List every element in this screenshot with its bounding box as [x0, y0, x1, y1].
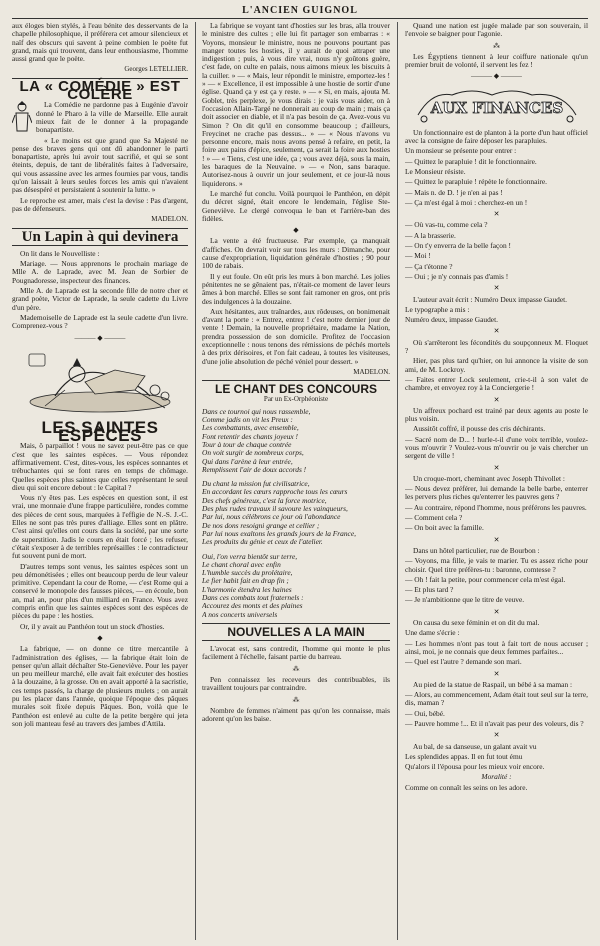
nouvelles-p3: Nombre de femmes n'aiment pas qu'on les connaisse, mais adorent qu'on les baise. [202, 705, 390, 724]
saintes-p3: D'autres temps sont venus, les saintes espèces sont un peu démonétisées ; elles ont beaucoup perdu de leur valeur primitive. Cependant la cour de Rome, — c'est Rome qui a conservé le monopole des fausses pièces, — en écoule, bon an, mal an, pour plus d'un milliard en France. Vous avez compris enfin que les saintes espèces sont des espèces de pièces du pape : les hosties. [12, 561, 188, 621]
col3-p36: Une dame s'écrie : [405, 628, 460, 638]
lapin-heading: Un Lapin à qui devinera [21, 228, 179, 245]
col3-p41: — Oui, bébé. [405, 708, 445, 718]
col3-p18: Numéro deux, impasse Gaudet. [405, 315, 498, 325]
separator-cross: ✕ [493, 284, 500, 293]
separator-cross: ✕ [493, 395, 500, 404]
col3-p30: Dans un hôtel particulier, rue de Bourbon : [413, 545, 540, 555]
col3-p19: Où s'arrêteront les fécondités du soupçonneux M. Floquet ? [405, 337, 588, 356]
intro-signature: Georges LETELLIER. [124, 65, 188, 74]
poem-line: Les combattants, avec ensemble, [202, 423, 299, 433]
col2-p2: Le marché fut conclu. Voilà pourquoi le Panthéon, en dépit du décret signé, était encore le lendemain, l'église Ste-Geneviève. Le clergé convoqua le ban et l'arrière-ban des fidèles. [202, 188, 390, 223]
decorative-title-text: AUX FINANCES [430, 98, 563, 117]
col3-p28: — Comment cela ? [405, 513, 463, 523]
poem-line: Par lui nous exaltons les grands jours de la France, [202, 528, 356, 538]
poem-line: Remplissent l'air de doux accords ! [202, 464, 307, 474]
poem-line: Dans ces combats tout fraternels : [202, 593, 304, 602]
separator-star: ⁂ [493, 41, 500, 50]
poem-line: Le fier habit fait en drap fin ; [202, 576, 289, 586]
comedie-p2: « Le moins est que grand que Sa Majesté ne pense des braves gens qui ont dû abandonner le parti bonapartiste, après lui avoir tout sacrifié, et qui se sont éteints, depuis, de tant de libéralités faites à l'adversaire, qui vous assassine avec les armes fournies par vous, tandis qu'on laissait à leurs seules forces les amis qui n'avaient pas désespéré et persistaient à soutenir la lutte. » [12, 135, 188, 195]
col3-p11: — A la brasserie. [405, 230, 456, 240]
col3-p1: Quand une nation est jugée malade par son souverain, il l'envoie se baigner pour l'agonie. [405, 22, 588, 39]
lapin-p2: Mariage. — Nous apprenons le prochain mariage de Mlle A. de Laprade, avec M. Jean de Sorbier de Pougnadoresse, inspecteur des finances. [12, 259, 188, 285]
col3-p37: — Les hommes n'ont pas tout à fait tort de nous accuser ; ainsi, moi, je ne connais que deux femmes parfaites... [405, 638, 588, 656]
col3-p22: Un affreux pochard est trainé par deux agents au poste le plus voisin. [405, 405, 588, 424]
separator-ornament: ◆ [293, 226, 299, 235]
intro-paragraph: aux éloges bien stylés, à l'eau bénite des desservants de la chapelle philosophique, il préférera cet amour silencieux et naïf des obscurs qui savent à peine combien le poète fut grand, mais qui trouvent, dans leur enthousiasme, l'homme aussi grand que le poète. [12, 22, 188, 64]
divider [202, 640, 390, 641]
col3-p33: — Et plus tard ? [405, 585, 454, 595]
col2-p1: La fabrique se voyant tant d'hosties sur les bras, alla trouver le ministre des cultes ; elle lui fit partager son embarras : « Voyons, monsieur le ministre, nous ne pouvons pourtant pas manger toutes les hosties, il y aurait de quoi attraper une indigestion ; puis, à vous dire vrai, nous n'y goûtons guère, c'est fade, on culte en palais, nous aimons mieux les biscuits à la cuiller. » — « Mais, leur répondit le ministre, emportez-les ! » — « Excellence, il est impossible à une hostie de sortir d'une église. Quand ça y est ça y reste. » — « Si, en mais, ajouta M. Goblet, très perplexe, je vous dirais : je vais vous aider, on à l'occasion Allain-Targé ne donnerait au coup de main ; mais ça doit associer en diable, et il n'a pas besoin de ça. Avez-vous vu Simon ? On dit qu'il en consomme beaucoup ; d'ailleurs, Freycinet ne crache pas dessus... » — « Nous n'avons vu personne encore, mais nous avons pensé à refaire, en petit, la foire aux pains d'épice, seulement, ça serait la foire aux hosties ! » — « Tiens, c'est une idée, ça ; vous avez déjà, sous la main, les baraques de la Neuvaine. » — « Non, sans baraque. Autorisez-nous à ouvrir un jour seulement, et ce jour-là nous liquiderons. » [202, 22, 390, 188]
separator-cross: ✕ [493, 535, 500, 544]
chant-byline: Par un Ex-Orphéoniste [263, 395, 329, 404]
saintes-heading: LES SAINTES ESPÈCES [41, 417, 159, 446]
chant-poem [202, 408, 390, 619]
column-3 [405, 22, 588, 940]
saintes-p4: Or, il y avait au Panthéon tout un stock d'hosties. [20, 621, 165, 631]
col3-p13: — Moi ! [405, 251, 431, 261]
col3-p21: — Faites entrer Lock seulement, crie-t-il à son valet de chambre, et envoyez roy à la Conciergerie ! [405, 374, 588, 393]
col3-p27: — Au contraire, répond l'homme, nous préférons les pauvres. [405, 502, 587, 512]
column-rule [397, 22, 398, 940]
poem-line: De nos dons resoigni grange et cellier ; [202, 520, 320, 530]
col3-p42: — Pauvre homme !... Et il n'avait pas peur des voleurs, dis ? [405, 719, 584, 728]
column-1 [12, 22, 188, 940]
column-2 [202, 22, 390, 940]
col3-p40: — Alors, au commencement, Adam était tout seul sur la terre, dis, maman ? [405, 690, 588, 708]
col3-p4: Un monsieur se présente pour entrer : [405, 146, 517, 156]
divider [12, 245, 188, 246]
poem-line: Du chant la mission fut civilisatrice, [202, 479, 310, 489]
poem-line: Accourez des monts et des plaines [202, 601, 303, 611]
col3-p44: Les splendides appas. Il en fut tout ému [405, 751, 523, 761]
col3-p3: Un fonctionnaire est de planton à la porte d'un haut officiel avec la consigne de faire déposer les parapluies. [405, 127, 588, 146]
col3-p39: Au pied de la statue de Raspail, un bébé à sa maman : [413, 679, 573, 689]
poem-line: Le chant choral avec enfin [202, 559, 281, 569]
nouvelles-p2: Pen connaissez les receveurs des contribuables, ils travaillent toujours par contraindre. [202, 675, 390, 693]
masthead-rule [12, 18, 588, 19]
col3-p31: — Voyons, ma fille, je vais te marier. Tu es assez riche pour choisir. Quel titre préfères-tu : baronne, comtesse ? [405, 556, 588, 574]
col3-p25: Un croque-mort, cheminant avec Joseph Thivollet : [413, 473, 565, 483]
comedie-p3: Le reproche est amer, mais c'est la devise : Pas d'argent, pas de défenseurs. [12, 195, 188, 213]
col3-p26: — Nous devez préférer, lui demande la belle barbe, enterrer les pervers plus riches qu'enterrer les pauvres gens ? [405, 484, 588, 502]
col2-p3: La vente a été fructueuse. Par exemple, ça manquait d'affiches. On devrait voir sur tous les murs : Dimanche, pour cause d'expropriation, liquidation générale d'hosties ; 90 pour 100 de rabais. [202, 236, 390, 271]
col3-p10: — Où vas-tu, comme cela ? [405, 220, 488, 230]
col3-p7: — Quittez le parapluie ! répète le fonctionnaire. [405, 177, 547, 187]
poem-line: Tour à tour de chaque contrée [202, 439, 292, 449]
col3-p2: Les Égyptiens tiennent à leur coiffure nationale qu'un premier bruit de volonté, il servent les fez ! [405, 51, 588, 70]
col3-p38: — Quel est l'autre ? demande son mari. [405, 657, 522, 667]
col3-p29: — On boit avec la famille. [405, 523, 484, 533]
comedie-p1: La Comédie ne pardonne pas à Eugénie d'avoir donné le Pharo à la ville de Marseille. Elle aurait mieux fait de le donner à la propagande bonapartiste. [36, 100, 188, 135]
col3-p14: — Ça t'étonne ? [405, 261, 453, 271]
poem-line: Oui, l'on verra bientôt sur terre, [202, 551, 298, 561]
separator-cross: ✕ [493, 669, 500, 678]
col3-p9: — Ça m'est égal à moi : cherchez-en un ! [405, 197, 528, 207]
separator-star: ⁂ [292, 695, 300, 704]
col2-p4: Il y eut foule. On eût pris les murs à bon marché. Les jolies pénitentes ne se gênaient pas, n'était-ce moment de laver leurs âmes à bon marché. Elles se sont fait ramoner en gros, ont pris des indulgences à la douzaine. [202, 271, 390, 306]
poem-line: L'humble succès du prolétaire, [202, 568, 293, 578]
col3-p6: Le Monsieur résiste. [405, 166, 466, 176]
col3-p45: Qu'alors il l'épousa pour les mieux voir encore. [405, 762, 545, 772]
poem-line: Des chefs généreux, c'est la force motrice, [202, 495, 327, 505]
col3-p32: — Oh ! fait la petite, pour commencer cela m'est égal. [405, 574, 566, 584]
saintes-especes-illustration [15, 346, 185, 420]
nouvelles-p1: L'avocat est, sans contredit, l'homme qui monte le plus facilement à l'échelle, faisant partie du barreau. [202, 644, 390, 662]
decorative-title-illustration [412, 85, 582, 125]
col3-p23: Aussitôt coffré, il pousse des cris déchirants. [413, 424, 546, 434]
lapin-p1: On lit dans le Nouvelliste : [20, 248, 100, 258]
divider [202, 380, 390, 381]
column-rule [195, 22, 196, 940]
poem-line: Des plus rudes travaux il savoure les vainqueurs, [202, 504, 348, 514]
lapin-p4: Mademoiselle de Laprade est la seule cadette d'un livre. Comprenez-vous ? [12, 312, 188, 331]
separator-ornament: ◆ [97, 633, 103, 642]
nouvelles-heading: NOUVELLES A LA MAIN [227, 624, 365, 639]
saintes-p2: Vous n'y êtes pas. Les espèces en question sont, il est vrai, une monnaie d'une frappe particulière, rondes comme des pièces de cent sous, marquées à l'effigie de N.-S. J.-C. Elles ne sont pas très pures d'alliage. Elles sont en plâtre. C'est ainsi qu'elles ont cours dans la société, par une sorte de superstition. Jadis le cours en était forcé ; les refuser, c'était s'exposer à de terribles représailles : le contradicteur fut souvent puni de mort. [12, 493, 188, 561]
poem-line: Dans ce tournoi qui nous rassemble, [202, 406, 311, 416]
poem-line: On voit surgir de nombreux corps, [202, 448, 304, 458]
separator-cross: ✕ [493, 327, 500, 336]
chant-heading: LE CHANT DES CONCOURS [214, 382, 377, 397]
divider [202, 623, 390, 624]
saintes-p1: Mais, ô parpaillot ! vous ne savez peut-être pas ce que c'est que les saintes espèces. — Vous répondez affirmativement. C'est, dites-vous, les espèces sonnantes et trébuchantes qui se font rares en temps de chômage. Quelles espèces plus saintes que celles représentant le seul dieu qui soit encore debout : le Capital ? [12, 441, 188, 492]
lapin-p3: Mlle A. de Laprade est la seconde fille de notre cher et grand poète, Victor de Laprade, la seule cadette du Livre d'un père. [12, 286, 188, 312]
guignol-figure-icon [12, 101, 32, 135]
poem-line: L'harmonie étendra les haines [202, 584, 292, 594]
col3-p20: Hier, pas plus tard qu'hier, on lui annonce la visite de son ami, de M. Lockroy. [405, 356, 588, 374]
separator-cross: ✕ [493, 463, 500, 472]
poem-line: Comme jadis on vit les Preux : [202, 415, 293, 425]
col3-p47: Comme on connaît les seins on les adore. [405, 782, 528, 792]
saintes-p5: La fabrique, — on donne ce titre mercantile à l'administration des églises, — la fabrique était loin de penser qu'un allait déchaîter Ste-Geneviève. Pour les payer un peu meilleur marché, elle avait fait exécuter des hosties à la douzaine, à la grosse. On en avait apporté à la sacristie, ces temps passés, la charge de plusieurs mulets ; on aurait pu les placer dans l'année, quoique l'époque des pâques murales soit fixée depuis Pâques. Bon, voilà que le Panthéon est enlevé au culte de la petite bergère qui jeta son joli manteau fesé au travers des jambes d'Attila. [12, 644, 188, 728]
separator-cross: ✕ [493, 607, 500, 616]
poem-line: Font retentir des chants joyeux ! [202, 431, 298, 441]
col3-p34: — Je n'ambitionne que le titre de veuve. [405, 595, 525, 605]
separator-cross: ✕ [493, 210, 500, 219]
poem-line: En accordant les cœurs rapproche tous les cœurs [202, 487, 348, 497]
poem-line: Les produits du génie et ceux de l'atelier. [202, 537, 323, 547]
col3-p46: Moralité : [481, 772, 512, 782]
col2-signature: MADELON. [353, 367, 390, 376]
separator-star: ⁂ [292, 664, 300, 673]
poem-line: A nos concerts universels [202, 609, 278, 619]
col3-p16: L'auteur avait écrit : Numéro Deux impasse Gaudet. [413, 294, 568, 304]
col3-p43: Au bal, de sa danseuse, un galant avait vu [413, 741, 537, 751]
col3-p35: On causa du sexe féminin et on dit du mal. [413, 618, 540, 628]
col3-p15: — Oui ; je n'y connais pas d'amis ! [405, 271, 509, 281]
col3-p8: — Mais n. de D. ! je n'en ai pas ! [405, 187, 503, 197]
col2-p5: Aux hésitantes, aux traînardes, aux rôdeuses, on bonimenait d'avant la porte : « Entrez, entrez ! c'est notre dernier jour de vente ! Demain, la nouvelle propriétaire, madame la Nation, prendra possession de son domicile. Profitez de l'occasion exceptionnelle : nous tenons des rémissions de péchés mortels à des prix dérisoires, et l'on fait cadeau, à toutes les visiteuses, d'une jolie absolution de péché véniel pour dessert. » [202, 306, 390, 366]
poem-line: Par lui, nous célébrons ce jour où l'abondance [202, 512, 341, 522]
poem-line: Qui dans l'arène à leur entrée, [202, 456, 293, 466]
col3-p12: — On t'y enverra de la belle façon ! [405, 241, 511, 251]
comedie-heading: LA « COMÉDIE » EST COLÈRE [19, 77, 181, 104]
comedie-signature: MADELON. [151, 215, 188, 224]
masthead: L'ANCIEN GUIGNOL [242, 5, 358, 16]
separator-ornament: ——— ◆ ——— [74, 333, 126, 342]
col3-p17: Le typographe a mis : [405, 304, 470, 314]
col3-p5: — Quittez le parapluie ! dit le fonctionnaire. [405, 156, 537, 166]
separator-cross: ✕ [493, 731, 500, 740]
col3-p24: — Sacré nom de D... ! hurle-t-il d'une voix terrible, voulez-vous m'ouvrir ? Voulez-vous m'ouvrir ou je vais chercher un sergent de ville ! [405, 434, 588, 461]
separator-ornament: ——— ◆ ——— [471, 72, 522, 81]
